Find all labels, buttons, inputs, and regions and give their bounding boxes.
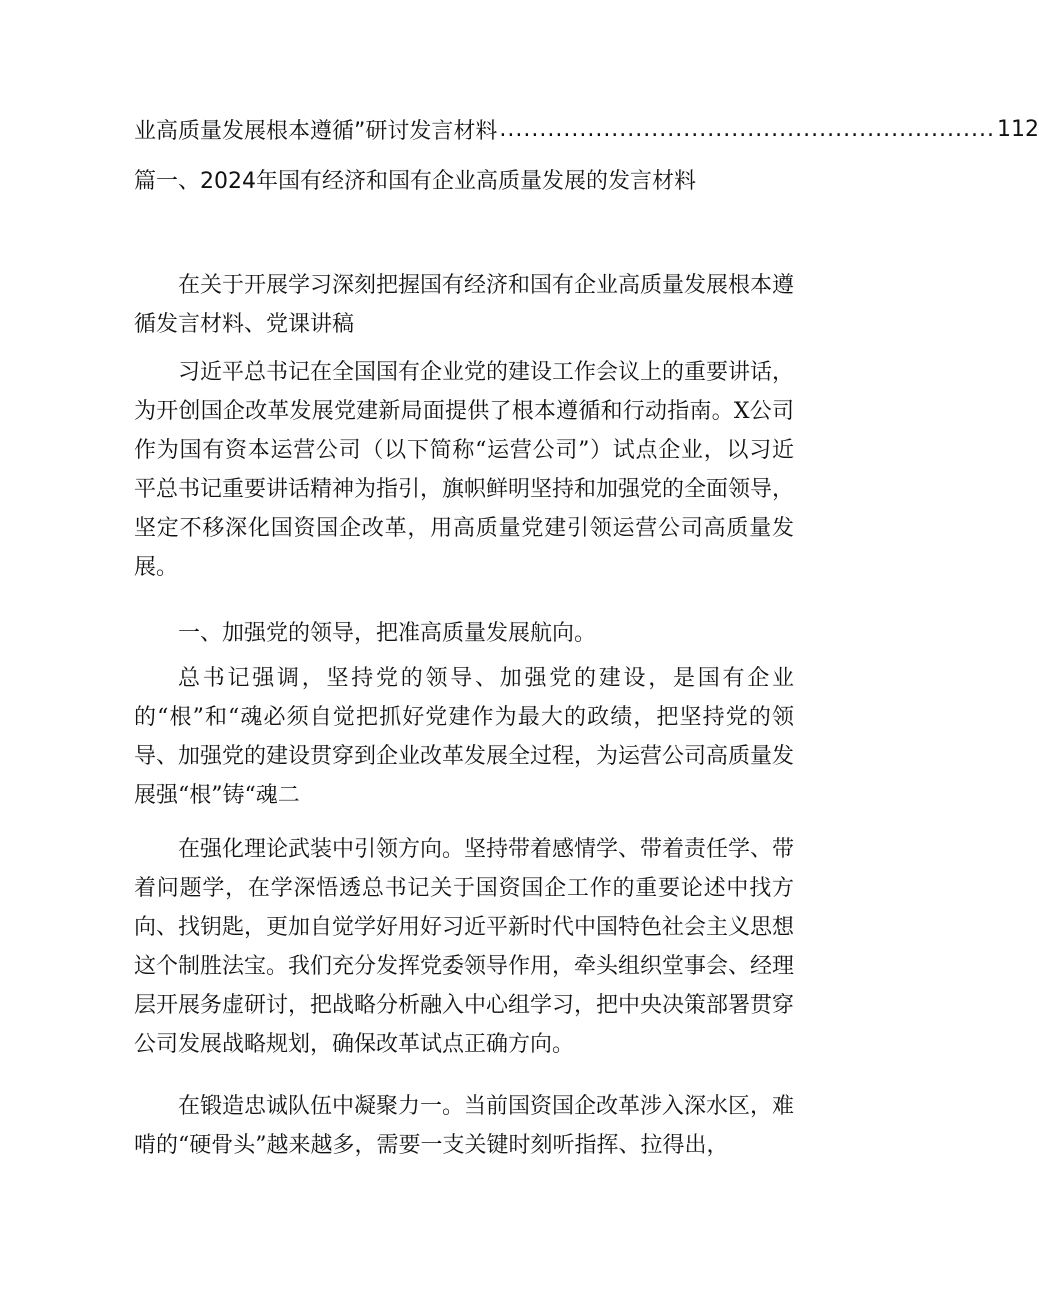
chapter-title: 篇一、2024年国有经济和国有企业高质量发展的发言材料: [134, 169, 696, 194]
toc-leader-dots: ..............................................................: [499, 116, 995, 142]
toc-entry-text: 业高质量发展根本遵循”研讨发言材料: [134, 118, 498, 144]
paragraph-theory: 在强化理论武装中引领方向。坚持带着感情学、带着责任学、带着问题学，在学深悟透总书记关于国资国企工作的重要论述中找方向、找钥匙，更加自觉学好用好习近平新时代中国特色社会主义思想这个制胜法宝。我们充分发挥党委领导作用，牵头组织堂事会、经理层开展务虚研讨，把战略分析融入中心组学习，把中央决策部署贯穿公司发展战略规划，确保改革试点正确方向。: [134, 837, 795, 1057]
paragraph-team: 在锻造忠诚队伍中凝聚力一。当前国资国企改革涉入深水区，难啃的“硬骨头”越来越多，需要一支关键时刻听指挥、拉得出，: [134, 1094, 795, 1158]
paragraph-lead: 习近平总书记在全国国有企业党的建设工作会议上的重要讲话，为开创国企改革发展党建新局面提供了根本遵循和行动指南。X公司作为国有资本运营公司（以下简称“运营公司”）试点企业，以习近平总书记重要讲话精神为指引，旗帜鲜明坚持和加强党的全面领导，坚定不移深化国资国企改革，用高质量党建引领运营公司高质量发展。: [134, 360, 795, 580]
toc-entry[interactable]: [134, 112, 1039, 146]
section-heading: 一、加强党的领导，把准高质量发展航向。: [178, 621, 597, 646]
toc-page-number: 112: [996, 116, 1039, 142]
paragraph-intro-title: 在关于开展学习深刻把握国有经济和国有企业高质量发展根本遵循发言材料、党课讲稿: [134, 273, 795, 337]
paragraph-party-leadership: 总书记强调，坚持党的领导、加强党的建设，是国有企业的“根”和“魂必须自觉把抓好党建作为最大的政绩，把坚持党的领导、加强党的建设贯穿到企业改革发展全过程，为运营公司高质量发展强“根”铸“魂二: [134, 666, 795, 808]
